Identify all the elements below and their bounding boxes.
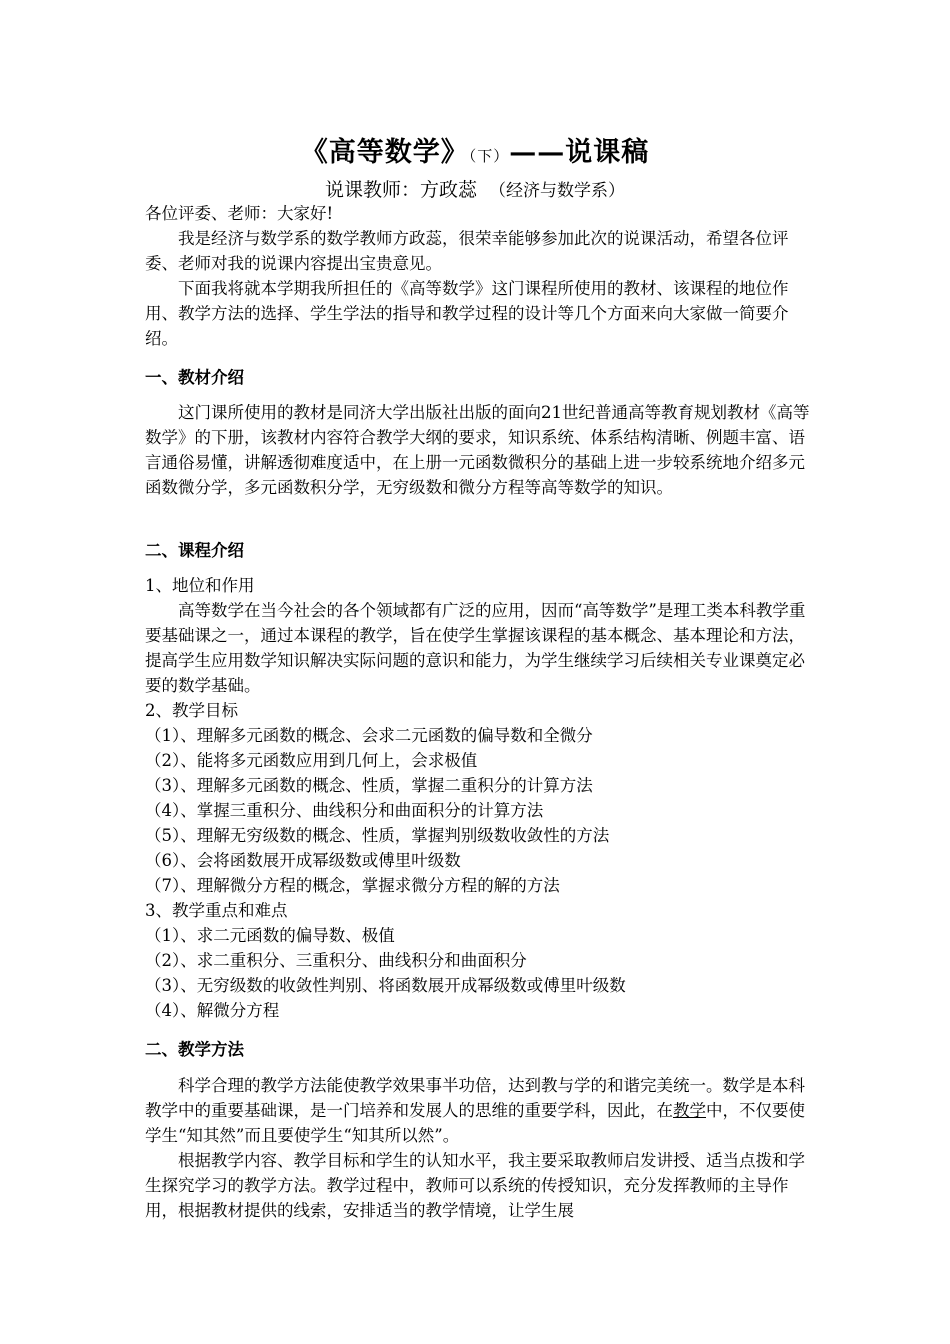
goal-item: （3）、理解多元函数的概念、性质，掌握二重积分的计算方法 <box>145 776 593 795</box>
teaching-link[interactable]: 教学 <box>673 1101 706 1120</box>
intro-p2-text: 下面我将就本学期我所担任的《高等数学》这门课程所使用的教材、该课程的地位作用、教学方法的选择、学生学法的指导和教学过程的设计等几个方面来向大家做一简要介绍。 <box>145 279 789 348</box>
subheading-role: 1、地位和作用 <box>145 576 255 595</box>
section-heading-course: 二、课程介绍 <box>145 541 244 560</box>
author-dept: （经济与数学系） <box>489 181 626 201</box>
key-item: （3）、无穷级数的收敛性判别、将函数展开成幂级数或傅里叶级数 <box>145 976 626 995</box>
goal-item: （2）、能将多元函数应用到几何上，会求极值 <box>145 751 478 770</box>
title-tail: ——说课稿 <box>509 137 650 168</box>
textbook-paragraph <box>145 400 810 500</box>
intro-paragraph-2 <box>145 276 810 351</box>
methods-p2-text: 根据教学内容、教学目标和学生的认知水平，我主要采取教师启发讲授、适当点拨和学生探究学习的教学方法。教学过程中，教师可以系统的传授知识，充分发挥教师的主导作用，根据教材提供的线索，安排适当的教学情境，让学生展 <box>145 1151 805 1220</box>
methods-p1-part-b: 中，不仅要使学生“知其然”而且要使学生“知其所以然”。 <box>145 1101 805 1145</box>
greeting: 各位评委、老师：大家好! <box>145 204 334 223</box>
author-line <box>0 175 950 202</box>
methods-paragraph-1 <box>145 1073 810 1148</box>
role-text: 高等数学在当今社会的各个领域都有广泛的应用，因而“高等数学”是理工类本科教学重要基础课之一，通过本课程的教学，旨在使学生掌握该课程的基本概念、基本理论和方法，提高学生应用数学知识解决实际问题的意识和能力，为学生继续学习后续相关专业课奠定必要的数学基础。 <box>145 601 806 695</box>
key-item: （1）、求二元函数的偏导数、极值 <box>145 926 395 945</box>
document-title <box>0 130 950 169</box>
goal-item: （7）、理解微分方程的概念，掌握求微分方程的解的方法 <box>145 876 560 895</box>
role-paragraph <box>145 598 810 698</box>
section-heading-textbook: 一、教材介绍 <box>145 368 244 387</box>
key-item: （4）、解微分方程 <box>145 1001 280 1020</box>
methods-p1-text <box>145 1073 810 1148</box>
methods-paragraph-2 <box>145 1148 810 1223</box>
section-heading-methods: 二、教学方法 <box>145 1040 244 1059</box>
intro-paragraph-1 <box>145 226 810 276</box>
subheading-goals: 2、教学目标 <box>145 701 238 720</box>
goal-item: （4）、掌握三重积分、曲线积分和曲面积分的计算方法 <box>145 801 544 820</box>
intro-p1-text: 我是经济与数学系的数学教师方政蕊，很荣幸能够参加此次的说课活动，希望各位评委、老师对我的说课内容提出宝贵意见。 <box>145 229 789 273</box>
goal-item: （5）、理解无穷级数的概念、性质，掌握判别级数收敛性的方法 <box>145 826 610 845</box>
textbook-text: 这门课所使用的教材是同济大学出版社出版的面向21世纪普通高等教育规划教材《高等数学》的下册，该教材内容符合教学大纲的要求，知识系统、体系结构清晰、例题丰富、语言通俗易懂，讲解透彻难度适中，在上册一元函数微积分的基础上进一步较系统地介绍多元函数微分学，多元函数积分学，无穷级数和微分方程等高等数学的知识。 <box>145 403 810 497</box>
author-label: 说课教师：方政蕊 <box>324 179 477 201</box>
subheading-keys: 3、教学重点和难点 <box>145 901 288 920</box>
title-main: 《高等数学》 <box>300 137 469 168</box>
methods-p1-part-a: 科学合理的教学方法能使教学效果事半功倍，达到教与学的和谐完美统一。数学是本科教学中的重要基础课，是一门培养和发展人的思维的重要学科，因此，在 <box>145 1076 805 1120</box>
key-item: （2）、求二重积分、三重积分、曲线积分和曲面积分 <box>145 951 527 970</box>
goal-item: （6）、会将函数展开成幂级数或傅里叶级数 <box>145 851 461 870</box>
title-sub: （下） <box>468 147 510 165</box>
goal-item: （1）、理解多元函数的概念、会求二元函数的偏导数和全微分 <box>145 726 593 745</box>
